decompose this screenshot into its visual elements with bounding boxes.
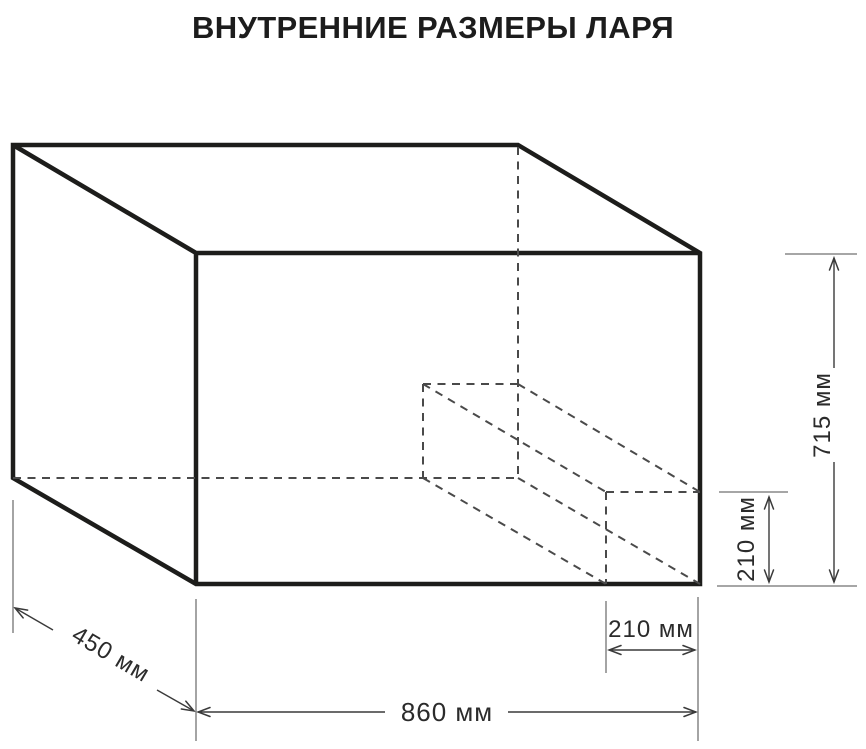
dim-depth-line-upper bbox=[15, 608, 53, 630]
dimension-label-inner-height: 715 мм bbox=[809, 372, 836, 458]
dimension-step-height bbox=[733, 496, 769, 582]
step-top-left-edge bbox=[423, 384, 606, 492]
dimension-label-inner-depth: 450 мм bbox=[67, 621, 155, 688]
diagram-title: ВНУТРЕННИЕ РАЗМЕРЫ ЛАРЯ bbox=[191, 10, 675, 45]
dimension-inner-depth bbox=[15, 608, 194, 711]
step-floor-left-edge bbox=[423, 478, 606, 584]
right-floor-edge bbox=[518, 478, 700, 584]
dimension-inner-height bbox=[809, 258, 836, 582]
dim-depth-line-lower bbox=[157, 690, 194, 711]
chest-solid-edges bbox=[13, 145, 700, 584]
dimension-label-step-width: 210 мм bbox=[608, 616, 694, 643]
dimension-label-step-height: 210 мм bbox=[733, 496, 760, 582]
dimension-inner-width bbox=[198, 697, 696, 727]
chest-front-top-edges bbox=[13, 145, 700, 584]
chest-silhouette-edge bbox=[13, 145, 700, 584]
dimension-step-width bbox=[608, 616, 695, 650]
chest-hidden-edges bbox=[13, 147, 700, 584]
dimension-label-inner-width: 860 мм bbox=[400, 697, 494, 727]
step-top-right-edge bbox=[518, 384, 700, 492]
